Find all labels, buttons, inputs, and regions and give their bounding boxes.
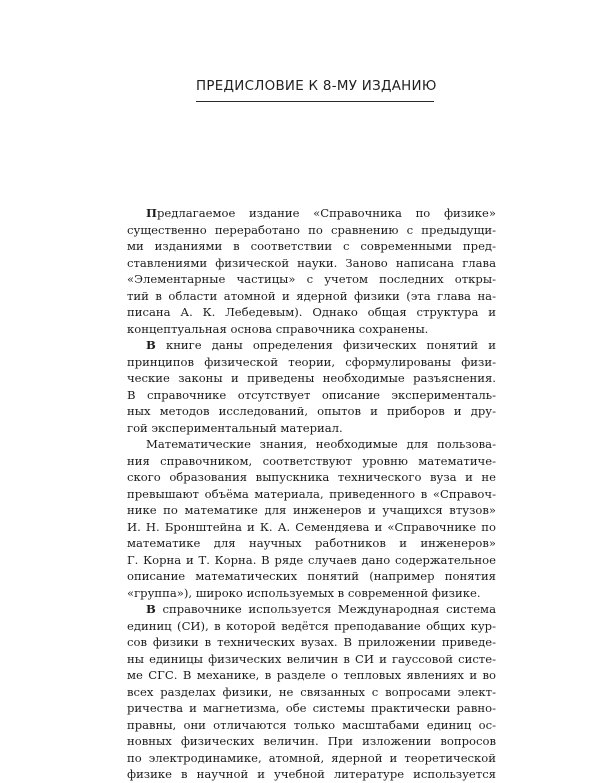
paragraph-line-text: книге даны определения физических понятий и [155, 338, 496, 352]
paragraph-line: ми изданиями в соответствии с современными пред- [127, 239, 496, 253]
paragraph-line: правны, они отличаются только масштабами единиц ос- [127, 717, 496, 732]
paragraph-line: ния справочником, соответствуют уровню математиче- [127, 453, 496, 468]
paragraph-line: ме СГС. В механике, в разделе о тепловых явлениях и во [127, 668, 496, 682]
paragraph-line-text: Математические знания, необходимые для пользова- [146, 437, 496, 451]
paragraph-line: «Элементарные частицы» с учетом последних откры- [127, 272, 496, 286]
paragraph-lead: В [146, 602, 156, 616]
paragraph-line: ричества и магнетизма, обе системы практически равно- [127, 701, 496, 715]
paragraph-lead: П [146, 206, 157, 220]
paragraph-line-text: справочнике используется Международная система [155, 602, 496, 616]
paragraph-line: писана А. К. Лебедевым). Однако общая структура и [127, 305, 496, 319]
paragraph-line: Г. Корна и Т. Корна. В ряде случаев дано содержательное [127, 552, 496, 567]
paragraph [127, 601, 496, 783]
paragraph [127, 337, 496, 436]
paragraph-line: превышают объёма материала, приведенного в «Справоч- [127, 486, 496, 501]
paragraph-line: нике по математике для инженеров и учащихся втузов» [127, 503, 496, 517]
paragraph-line: ческие законы и приведены необходимые разъяснения. [127, 371, 496, 385]
paragraph [127, 205, 496, 337]
paragraph-line: по электродинамике, атомной, ядерной и теоретической [127, 750, 496, 765]
paragraph-line: тий в области атомной и ядерной физики (эта глава на- [127, 288, 496, 303]
paragraph-line: ных методов исследований, опытов и приборов и дру- [127, 404, 496, 418]
paragraph-line [127, 337, 496, 354]
paragraph-line: описание математических понятий (например понятия [127, 569, 496, 583]
running-head: ПРЕДИСЛОВИЕ К 8-МУ ИЗДАНИЮ [196, 79, 437, 94]
paragraph [127, 436, 496, 601]
paragraph-line [127, 601, 496, 618]
paragraph-line: «группа»), широко используемых в современной физике. [127, 585, 481, 600]
paragraph-line: И. Н. Бронштейна и К. А. Семендяева и «Справочнике по [127, 519, 496, 534]
paragraph-line: физике в научной и учебной литературе используется [127, 767, 496, 781]
paragraph-line: новных физических величин. При изложении вопросов [127, 734, 496, 748]
paragraph-line: всех разделах физики, не связанных с вопросами элект- [127, 684, 496, 699]
paragraph-line: ского образования выпускника технического вуза и не [127, 470, 496, 484]
paragraph-lead: В [146, 338, 156, 352]
paragraph-line: концептуальная основа справочника сохранены. [127, 321, 429, 336]
body-text [127, 205, 496, 783]
paragraph-line: принципов физической теории, сформулированы физи- [127, 354, 496, 369]
paragraph-line: математике для научных работников и инженеров» [127, 536, 496, 550]
paragraph-line: существенно переработано по сравнению с предыдущи- [127, 222, 496, 237]
paragraph-line-text: редлагаемое издание «Справочника по физике» [156, 206, 496, 220]
paragraph-line: В справочнике отсутствует описание эксперименталь- [127, 387, 496, 402]
paragraph-line: единиц (СИ), в которой ведётся преподавание общих кур- [127, 618, 496, 633]
paragraph-line: сов физики в технических вузах. В приложении приведе- [127, 635, 496, 649]
header-rule [196, 101, 434, 102]
paragraph-line [127, 205, 496, 222]
paragraph-line: гой экспериментальный материал. [127, 420, 343, 435]
paragraph-line [127, 436, 496, 453]
paragraph-line: ны единицы физических величин в СИ и гауссовой систе- [127, 651, 496, 666]
paragraph-line: ставлениями физической науки. Заново написана глава [127, 255, 496, 270]
